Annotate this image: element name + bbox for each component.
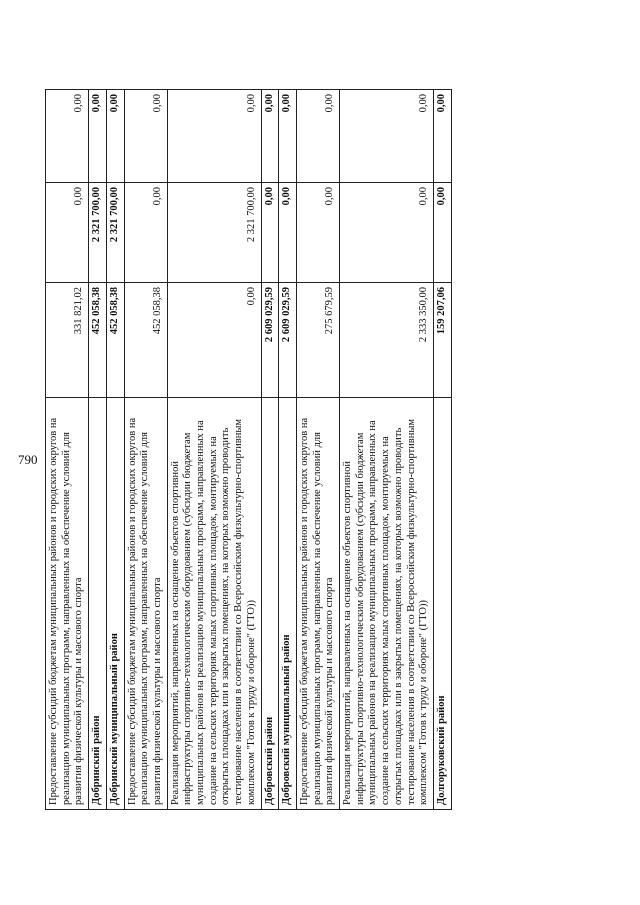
row-name: Предоставление субсидий бюджетам муниципальных районов и городских округов на реализацию муниципальных программ, направленных на обеспечение условий для развития физической культуры и массового спорта [46, 398, 89, 810]
table-row [433, 90, 451, 810]
budget-table [45, 89, 452, 810]
table-row [124, 90, 167, 810]
row-value-2: 2 321 700,00 [167, 183, 261, 283]
row-name: Предоставление субсидий бюджетам муниципальных районов и городских округов на реализацию муниципальных программ, направленных на обеспечение условий для развития физической культуры и массового спорта [296, 398, 339, 810]
row-value-1: 2 609 029,59 [261, 283, 279, 398]
row-name: Добровский район [261, 398, 279, 810]
row-value-1: 452 058,38 [106, 283, 124, 398]
row-value-3: 0,00 [124, 90, 167, 183]
row-name: Добровский муниципальный район [279, 398, 297, 810]
row-value-3: 0,00 [106, 90, 124, 183]
row-name: Добринский муниципальный район [106, 398, 124, 810]
row-value-2: 0,00 [46, 183, 89, 283]
row-value-1: 452 058,38 [89, 283, 107, 398]
row-value-2: 0,00 [433, 183, 451, 283]
rotated-page-content [45, 90, 572, 810]
table-row [340, 90, 434, 810]
row-value-3: 0,00 [340, 90, 434, 183]
row-value-2: 2 321 700,00 [106, 183, 124, 283]
row-value-2: 0,00 [124, 183, 167, 283]
row-value-2: 0,00 [279, 183, 297, 283]
row-value-3: 0,00 [296, 90, 339, 183]
table-row [46, 90, 89, 810]
row-value-3: 0,00 [167, 90, 261, 183]
row-value-1: 2 333 350,00 [340, 283, 434, 398]
row-value-2: 0,00 [261, 183, 279, 283]
row-name: Долгоруковский район [433, 398, 451, 810]
row-value-3: 0,00 [89, 90, 107, 183]
table-row [106, 90, 124, 810]
row-name: Реализация мероприятий, направленных на оснащение объектов спортивной инфраструктуры спортивно-технологическим оборудованием (субсидии бюджетам муниципальных районов на реализацию муниципальных программ, направленных на создание на сельских территориях малых спортивных площадок, монтируемых на открытых площадках или в закрытых помещениях, на которых возможно проводить тестирование населения в соответствии со Всероссийским физкультурно-спортивным комплексом "Готов к труду и обороне" (ГТО)) [340, 398, 434, 810]
row-value-1: 159 207,06 [433, 283, 451, 398]
table-row [261, 90, 279, 810]
row-name: Реализация мероприятий, направленных на оснащение объектов спортивной инфраструктуры спортивно-технологическим оборудованием (субсидии бюджетам муниципальных районов на реализацию муниципальных программ, направленных на создание на сельских территориях малых спортивных площадок, монтируемых на открытых площадках или в закрытых помещениях, на которых возможно проводить тестирование населения в соответствии со Всероссийским физкультурно-спортивным комплексом "Готов к труду и обороне" (ГТО)) [167, 398, 261, 810]
row-value-2: 2 321 700,00 [89, 183, 107, 283]
row-value-2: 0,00 [296, 183, 339, 283]
table-row [279, 90, 297, 810]
row-value-3: 0,00 [261, 90, 279, 183]
row-value-3: 0,00 [279, 90, 297, 183]
row-name: Предоставление субсидий бюджетам муниципальных районов и городских округов на реализацию муниципальных программ, направленных на обеспечение условий для развития физической культуры и массового спорта [124, 398, 167, 810]
table-row [296, 90, 339, 810]
table-row [167, 90, 261, 810]
row-value-3: 0,00 [46, 90, 89, 183]
row-value-1: 452 058,38 [124, 283, 167, 398]
row-name: Добринский район [89, 398, 107, 810]
row-value-1: 331 821,02 [46, 283, 89, 398]
row-value-1: 0,00 [167, 283, 261, 398]
table-row [89, 90, 107, 810]
page-number: 790 [18, 452, 38, 467]
row-value-3: 0,00 [433, 90, 451, 183]
row-value-2: 0,00 [340, 183, 434, 283]
row-value-1: 275 679,59 [296, 283, 339, 398]
row-value-1: 2 609 029,59 [279, 283, 297, 398]
